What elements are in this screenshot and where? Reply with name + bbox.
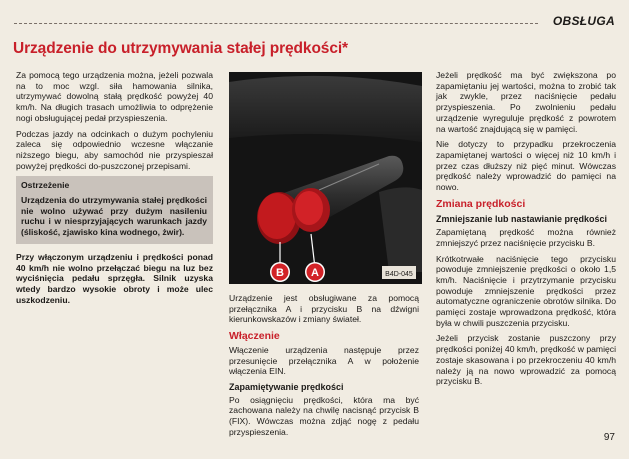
section-label: OBSŁUGA (552, 14, 615, 28)
header-rule (14, 23, 538, 24)
reduce-speed-paragraph: Zapamiętaną prędkość można również zmniejszyć przez naciśnięcie przycisku B. (436, 227, 616, 248)
switch-a-ring (258, 193, 296, 239)
exceed-memory-paragraph: Nie dotyczy to przypadku przekroczenia zapamiętanej wartości o więcej niż 10 km/h i przez czas dłuższy niż pięć minut. Wówczas prędkość należy wprowadzić do pamięci na nowo. (436, 139, 616, 193)
label-a-text: A (311, 267, 319, 279)
warning-title: Ostrzeżenie (21, 180, 70, 191)
stalk-illustration (229, 72, 422, 284)
column-left (16, 70, 213, 310)
stalk-figure (229, 72, 422, 284)
increase-speed-paragraph: Jeżeli prędkość ma być zwiększona po zapamiętaniu jej wartości, można to zrobić tak jak zwykle, przez naciśnięcie pedału przyspieszenia. Po zwolnieniu pedału urządzenie wyreguluje prędkość z powrotem na wartość znajdującą się w pamięci. (436, 70, 616, 134)
activation-text: Włączenie urządzenia następuje przez przesunięcie przełącznika A w położenie włączenia EIN. (229, 344, 419, 377)
heading-activation: Włączenie (229, 330, 280, 343)
button-press-paragraph: Krótkotrwałe naciśnięcie tego przycisku powoduje zmniejszenie prędkości o około 1,5 km/h. Naciśnięcie i przytrzymanie przycisku powoduje zmniejszenie prędkości przez automatyczne ograniczenie obrotów silnika. Do pamięci zostaje wprowadzona prędkość, która była w chwili puszczenia przycisku. (436, 253, 616, 328)
figure-caption: Urządzenie jest obsługiwane za pomocą przełącznika A i przycisku B na dźwigni kierunkowskazów i zmiany świateł. (229, 293, 419, 325)
slope-paragraph: Podczas jazdy na odcinkach o dużym pochyleniu zaleca się odpowiednio wczesne włączanie niższego biegu, aby samochód nie przyspieszał powyżej prędkości do-puszczonej przepisami. (16, 128, 213, 171)
release-below-40-paragraph: Jeżeli przycisk zostanie puszczony przy prędkości poniżej 40 km/h, prędkość w pamięci zostaje skasowana i po przekroczeniu 40 km/h należy ją na nowo wprowadzić za pomocą przycisku B. (436, 333, 616, 387)
page-title: Urządzenie do utrzymywania stałej prędkości* (13, 40, 348, 57)
warning-body: Urządzenia do utrzymywania stałej prędkości nie wolno używać przy dużym nasileniu ruchu i w niesprzyjających warunkach jazdy (śliskość, zjawisko kina wodnego, żwir). (21, 195, 207, 238)
dashboard-panel (229, 76, 422, 142)
column-right (436, 70, 616, 392)
page-number: 97 (603, 432, 615, 443)
heading-store-speed: Zapamiętywanie prędkości (229, 381, 344, 392)
heading-speed-change: Zmiana prędkości (436, 197, 526, 210)
intro-paragraph: Za pomocą tego urządzenia można, jeżeli pozwala na to moc wzgl. siła hamowania silnika, utrzymywać dowolną stałą prędkość powyżej 40 km/h. Na długich trasach umożliwia to odprężenie nogi obsługującej pedał przyspieszenia. (16, 70, 213, 123)
store-speed-text: Po osiągnięciu prędkości, która ma być zachowana należy na chwilę nacisnąć przycisk B (FIX). Wówczas można zdjąć nogę z pedału przyspieszenia. (229, 394, 419, 437)
heading-reduce-speed: Zmniejszanie lub nastawianie prędkości (436, 214, 608, 225)
label-b-text: B (276, 267, 284, 279)
warning-box (16, 176, 213, 244)
button-b-face (295, 191, 323, 225)
column-middle (229, 293, 419, 442)
neutral-gear-caution: Przy włączonym urządzeniu i prędkości ponad 40 km/h nie wolno przełączać biegu na luz bez wyciśnięcia pedału sprzęgła. Silnik uzyska wtedy bardzo wysokie obroty i może ulec uszkodzeniu. (16, 251, 213, 305)
figure-code: B4D-045 (385, 271, 413, 278)
